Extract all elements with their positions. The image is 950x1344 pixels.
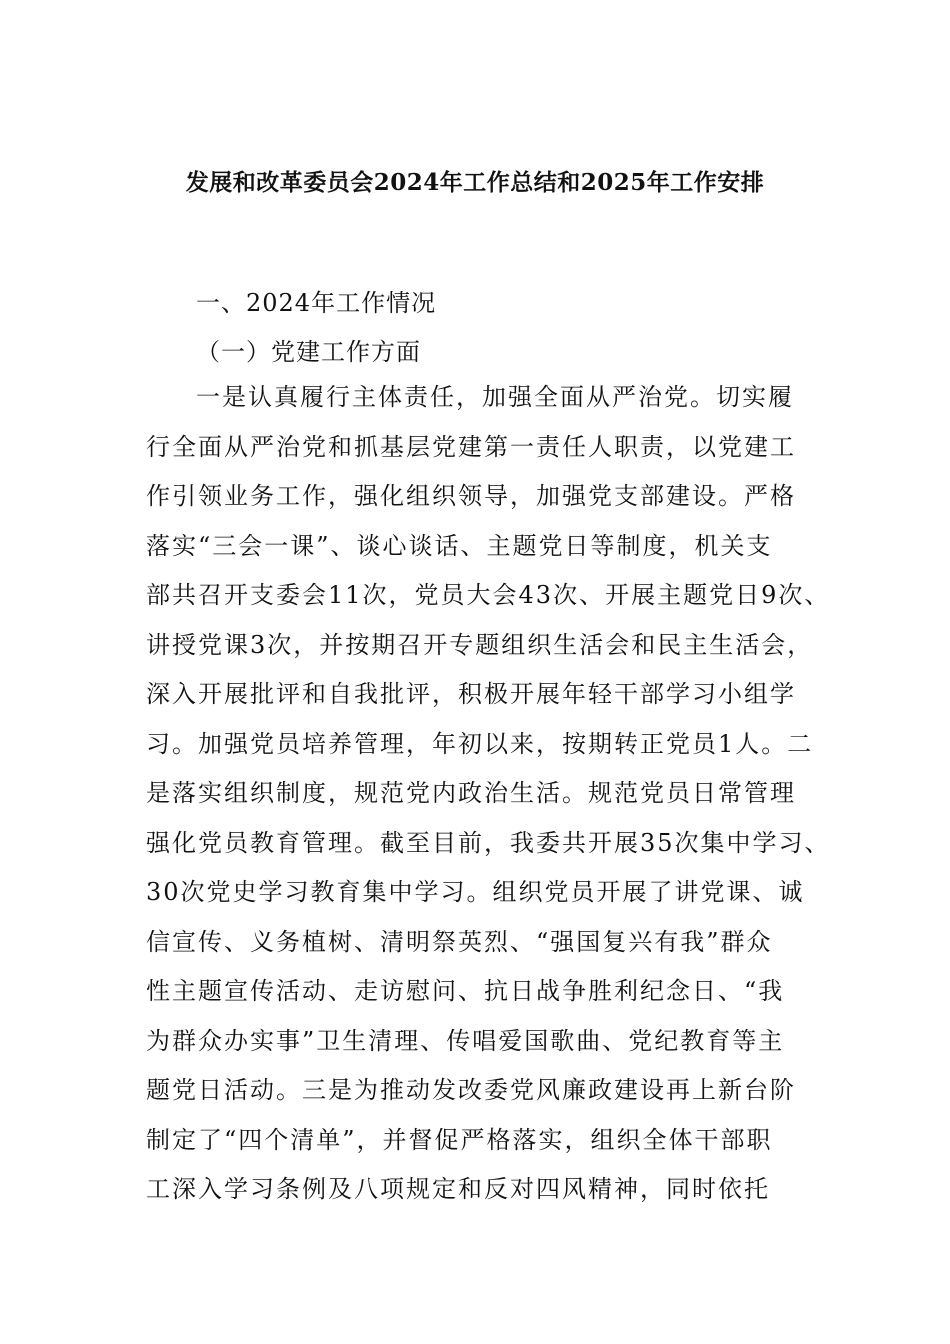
- document-title: 发展和改革委员会2024年工作总结和2025年工作安排: [185, 169, 765, 196]
- paragraph-line: 习。加强党员培养管理，年初以来，按期转正党员1人。二: [146, 729, 814, 758]
- paragraph-line: 讲授党课3次，并按期召开专题组织生活会和民主生活会，: [146, 630, 814, 659]
- section-heading: 一、2024年工作情况: [196, 289, 437, 317]
- paragraph-line: 一是认真履行主体责任，加强全面从严治党。切实履: [196, 383, 794, 411]
- subsection-heading: （一）党建工作方面: [196, 338, 421, 366]
- paragraph-line: 30次党史学习教育集中学习。组织党员开展了讲党课、诚: [146, 878, 805, 906]
- paragraph-line: 行全面从严治党和抓基层党建第一责任人职责，以党建工: [146, 432, 796, 461]
- paragraph-line: 强化党员教育管理。截至目前，我委共开展35次集中学习、: [146, 828, 831, 857]
- paragraph-line: 落实“三会一课”、谈心谈话、主题党日等制度，机关支: [146, 531, 773, 560]
- paragraph-line: 为群众办实事”卫生清理、传唱爱国歌曲、党纪教育等主: [146, 1026, 785, 1055]
- paragraph-line: 信宣传、义务植树、清明祭英烈、“强国复兴有我”群众: [146, 927, 773, 956]
- paragraph-line: 是落实组织制度，规范党内政治生活。规范党员日常管理: [146, 779, 796, 807]
- paragraph-line: 部共召开支委会11次，党员大会43次、开展主题党日9次、: [146, 581, 831, 609]
- paragraph-line: 深入开展批评和自我批评，积极开展年轻干部学习小组学: [146, 680, 796, 708]
- paragraph-line: 作引领业务工作，强化组织领导，加强党支部建设。严格: [146, 482, 796, 510]
- paragraph-line: 性主题宣传活动、走访慰问、抗日战争胜利纪念日、“我: [146, 977, 785, 1005]
- paragraph-line: 制定了“四个清单”，并督促严格落实，组织全体干部职: [146, 1125, 773, 1154]
- paragraph-line: 工深入学习条例及八项规定和反对四风精神，同时依托: [146, 1175, 770, 1203]
- body-paragraph: [146, 379, 836, 1221]
- paragraph-line: 题党日活动。三是为推动发改委党风廉政建设再上新台阶: [146, 1076, 796, 1104]
